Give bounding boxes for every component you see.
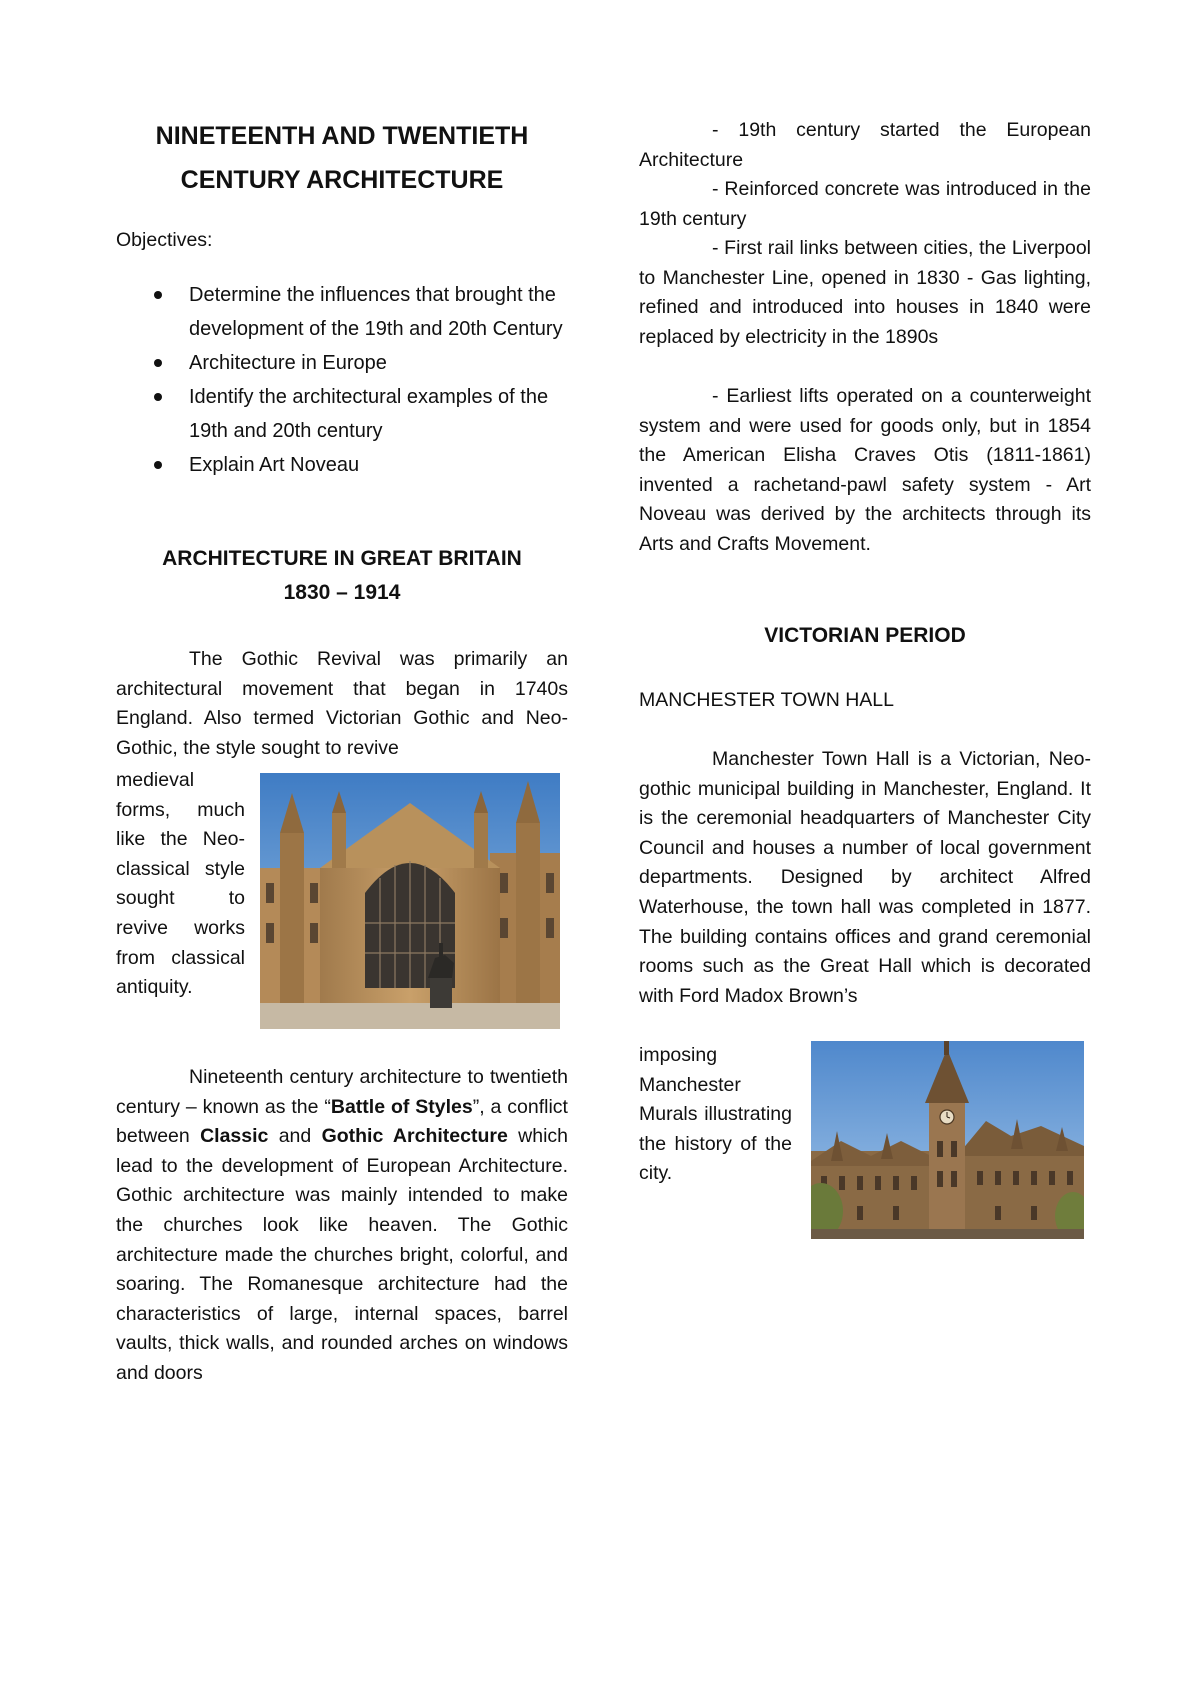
- objectives-list: [116, 278, 568, 482]
- fact-lifts-and-art-noveau: - Earliest lifts operated on a counterweight system and were used for goods only, but in 1854 the American Elisha Craves Otis (1811-1861) invented a rachetand-pawl safety system - Art Noveau was derived by the architects through its Arts and Crafts Movement.: [639, 385, 1091, 555]
- document-title-line-1: NINETEENTH AND TWENTIETH: [155, 122, 529, 150]
- list-item: Explain Art Noveau: [116, 448, 568, 482]
- fact-19th-century: - 19th century started the European Architecture: [639, 119, 1091, 171]
- battle-of-styles-paragraph: Nineteenth century architecture to twentieth century – known as the “Battle of Styles”, a conflict between Classic and Gothic Architecture which lead to the development of European Architecture. Gothic architecture was mainly intended to make the churches look like heaven. The Gothic architecture made the churches bright, colorful, and soaring. The Romanesque architecture had the characteristics of large, internal spaces, barrel vaults, thick walls, and rounded arches on windows and doors: [116, 1066, 568, 1384]
- gothic-revival-wrap-text: medieval forms, much like the Neo-classical style sought to revive works from classical antiquity.: [116, 769, 245, 999]
- gothic-revival-paragraph: The Gothic Revival was primarily an architectural movement that began in 1740s England. Also termed Victorian Gothic and Neo-Gothic, the style sought to revive: [116, 648, 568, 759]
- list-item: Identify the architectural examples of the 19th and 20th century: [116, 380, 568, 448]
- objectives-label: Objectives:: [116, 229, 213, 251]
- list-item: Determine the influences that brought the development of the 19th and 20th Century: [116, 278, 568, 346]
- manchester-town-hall-photo: [811, 1041, 1084, 1239]
- section-heading-years: 1830 – 1914: [283, 581, 401, 604]
- town-hall-paragraph: Manchester Town Hall is a Victorian, Neo-gothic municipal building in Manchester, England. It is the ceremonial headquarters of Manchester City Council and houses a number of local government departments. Designed by architect Alfred Waterhouse, the town hall was completed in 1877. The building contains offices and grand ceremonial rooms such as the Great Hall which is decorated with Ford Madox Brown’s: [639, 748, 1091, 1007]
- list-item: Architecture in Europe: [116, 346, 568, 380]
- westminster-photo: [260, 773, 560, 1029]
- fact-rail-and-gas: - First rail links between cities, the Liverpool to Manchester Line, opened in 1830 - Gas lighting, refined and introduced into houses in 1840 were replaced by electricity in the 1890s: [639, 237, 1091, 348]
- section-heading-great-britain: ARCHITECTURE IN GREAT BRITAIN: [162, 547, 522, 570]
- document-title-line-2: CENTURY ARCHITECTURE: [180, 166, 504, 194]
- victorian-period-heading: VICTORIAN PERIOD: [764, 624, 966, 647]
- town-hall-label: MANCHESTER TOWN HALL: [639, 689, 894, 711]
- fact-reinforced-concrete: - Reinforced concrete was introduced in the 19th century: [639, 178, 1091, 230]
- town-hall-wrap-text: imposing Manchester Murals illustrating the history of the city.: [639, 1044, 792, 1185]
